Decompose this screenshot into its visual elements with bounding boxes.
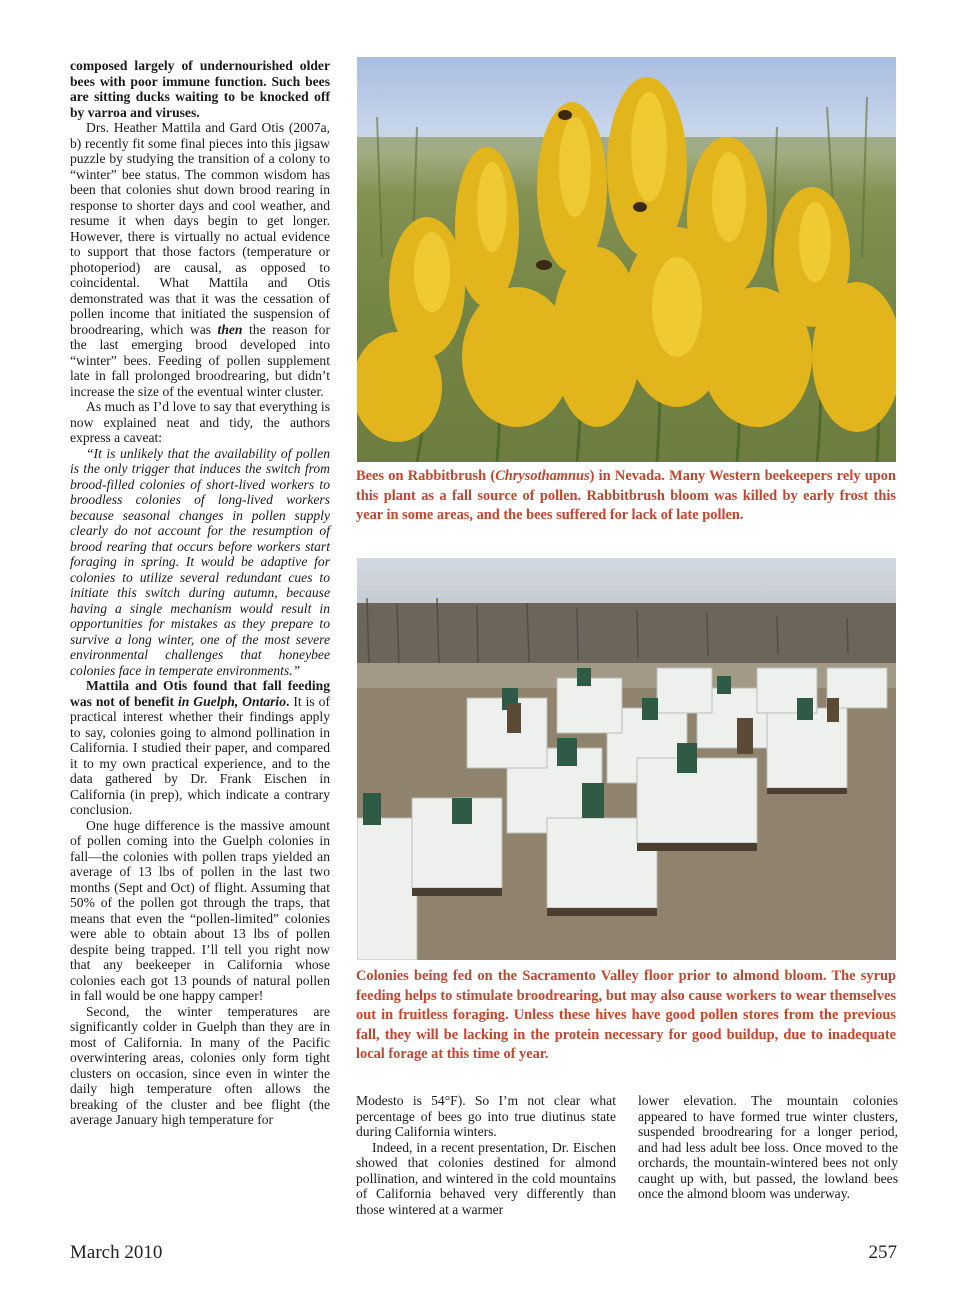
- paragraph-intro: composed largely of undernourished older bees with poor immune function. Such bees are sitting ducks waiting to be knocked off by varroa and viruses.: [70, 58, 330, 120]
- paragraph-mountain-colonies: lower elevation. The mountain colonies appeared to have formed true winter clusters, suspended broodrearing for a longer period, and had less adult bee loss. Once moved to the orchards, the mountain-wintered bees not only caught up with, but passed, the lowland bees once the almond bloom was underway.: [638, 1093, 898, 1201]
- paragraph-eischen: Indeed, in a recent presentation, Dr. Eischen showed that colonies destined for almond pollination, and wintered in the cold mountains of California behaved very differently than those wintered at a warmer: [356, 1139, 616, 1217]
- paragraph-pollen-difference: One huge difference is the massive amount of pollen coming into the Guelph colonies in fall—the colonies with pollen traps yielded an average of 13 lbs of pollen in the last two months (Sept and Oct) of flight. Assuming that 50% of the pollen got through the traps, that means that even the “pollen-limited” colonies were able to obtain about 13 lbs of pollen despite being trapped. I’ll tell you right now that any beekeeper in California whose colonies each got 13 pounds of natural pollen in fall would be one happy camper!: [70, 817, 330, 1003]
- caption-colonies: Colonies being fed on the Sacramento Valley floor prior to almond bloom. The syrup feeding helps to stimulate broodrearing, but may also cause workers to wear themselves out in fruitless foraging. Unless these hives have good pollen stores from the previous fall, they will be lacking in the protein necessary for good buildup, due to inadequate local forage at this time of year.: [356, 968, 896, 1062]
- rabbitbrush-illustration: [357, 57, 896, 462]
- middle-text-column: [356, 1093, 616, 1217]
- paragraph-modesto: Modesto is 54°F). So I’m not clear what percentage of bees go into true diutinus state during California winters.: [356, 1093, 616, 1139]
- left-text-column: [70, 58, 330, 1128]
- page-number: 257: [868, 1242, 897, 1263]
- colonies-photo: [357, 558, 896, 960]
- colonies-illustration: [357, 558, 896, 960]
- rabbitbrush-photo: [357, 57, 896, 462]
- block-quote: “It is unlikely that the availability of pollen is the only trigger that induces the switch from brood-filled colonies of short-lived workers to broodless colonies of long-lived workers because seasonal changes in pollen supply clearly do not account for the resumption of brood rearing that occurs before workers start foraging in spring. It would be adaptive for colonies to utilize several redundant cues to initiate this switch during autumn, because having a single mechanism would result in opportunities for mistakes as they prepare to survive a long winter, one of the most severe environmental challenges that honeybee colonies face in temperate environments.”: [70, 445, 330, 678]
- footer-date: March 2010: [70, 1242, 163, 1263]
- paragraph-fall-feeding: Mattila and Otis found that fall feeding was not of benefit in Guelph, Ontario. It is of practical interest whether their findings apply to say, colonies going to almond pollination in California. I studied their paper, and compared it to my own practical experience, and to the data gathered by Dr. Frank Eischen in California (in prep), which indicate a contrary conclusion.: [70, 678, 330, 817]
- caption-rabbitbrush: Bees on Rabbitbrush (Chrysothamnus) in Nevada. Many Western beekeepers rely upon this plant as a fall source of pollen. Rabbitbrush bloom was killed by early frost this year in some areas, and the bees suffered for lack of late pollen.: [356, 468, 896, 523]
- paragraph-caveat: As much as I’d love to say that everything is now explained neat and tidy, the authors express a caveat:: [70, 399, 330, 445]
- paragraph-mattila-otis: Drs. Heather Mattila and Gard Otis (2007a, b) recently fit some final pieces into this jigsaw puzzle by studying the transition of a colony to “winter” bee status. The common wisdom has been that colonies shut down brood rearing in response to shorter days and cool weather, and resume it when days begin to get longer. However, there is virtually no actual evidence to support that those factors (temperature or photoperiod) are causal, as opposed to coincidental. What Mattila and Otis demonstrated was that it was the cessation of pollen income that initiated the suspension of broodrearing, which was then the reason for the last emerging brood developed into “winter” bees. Feeding of pollen supplement late in fall prolonged broodrearing, but didn’t increase the size of the eventual winter cluster.: [70, 120, 330, 399]
- right-text-column: [638, 1093, 898, 1202]
- paragraph-winter-temps: Second, the winter temperatures are significantly colder in Guelph than they are in most of California. In many of the Pacific overwintering areas, colonies only form tight clusters on occasion, since even in winter the daily high temperature often allows the breaking of the cluster and bee flight (the average January high temperature for: [70, 1003, 330, 1127]
